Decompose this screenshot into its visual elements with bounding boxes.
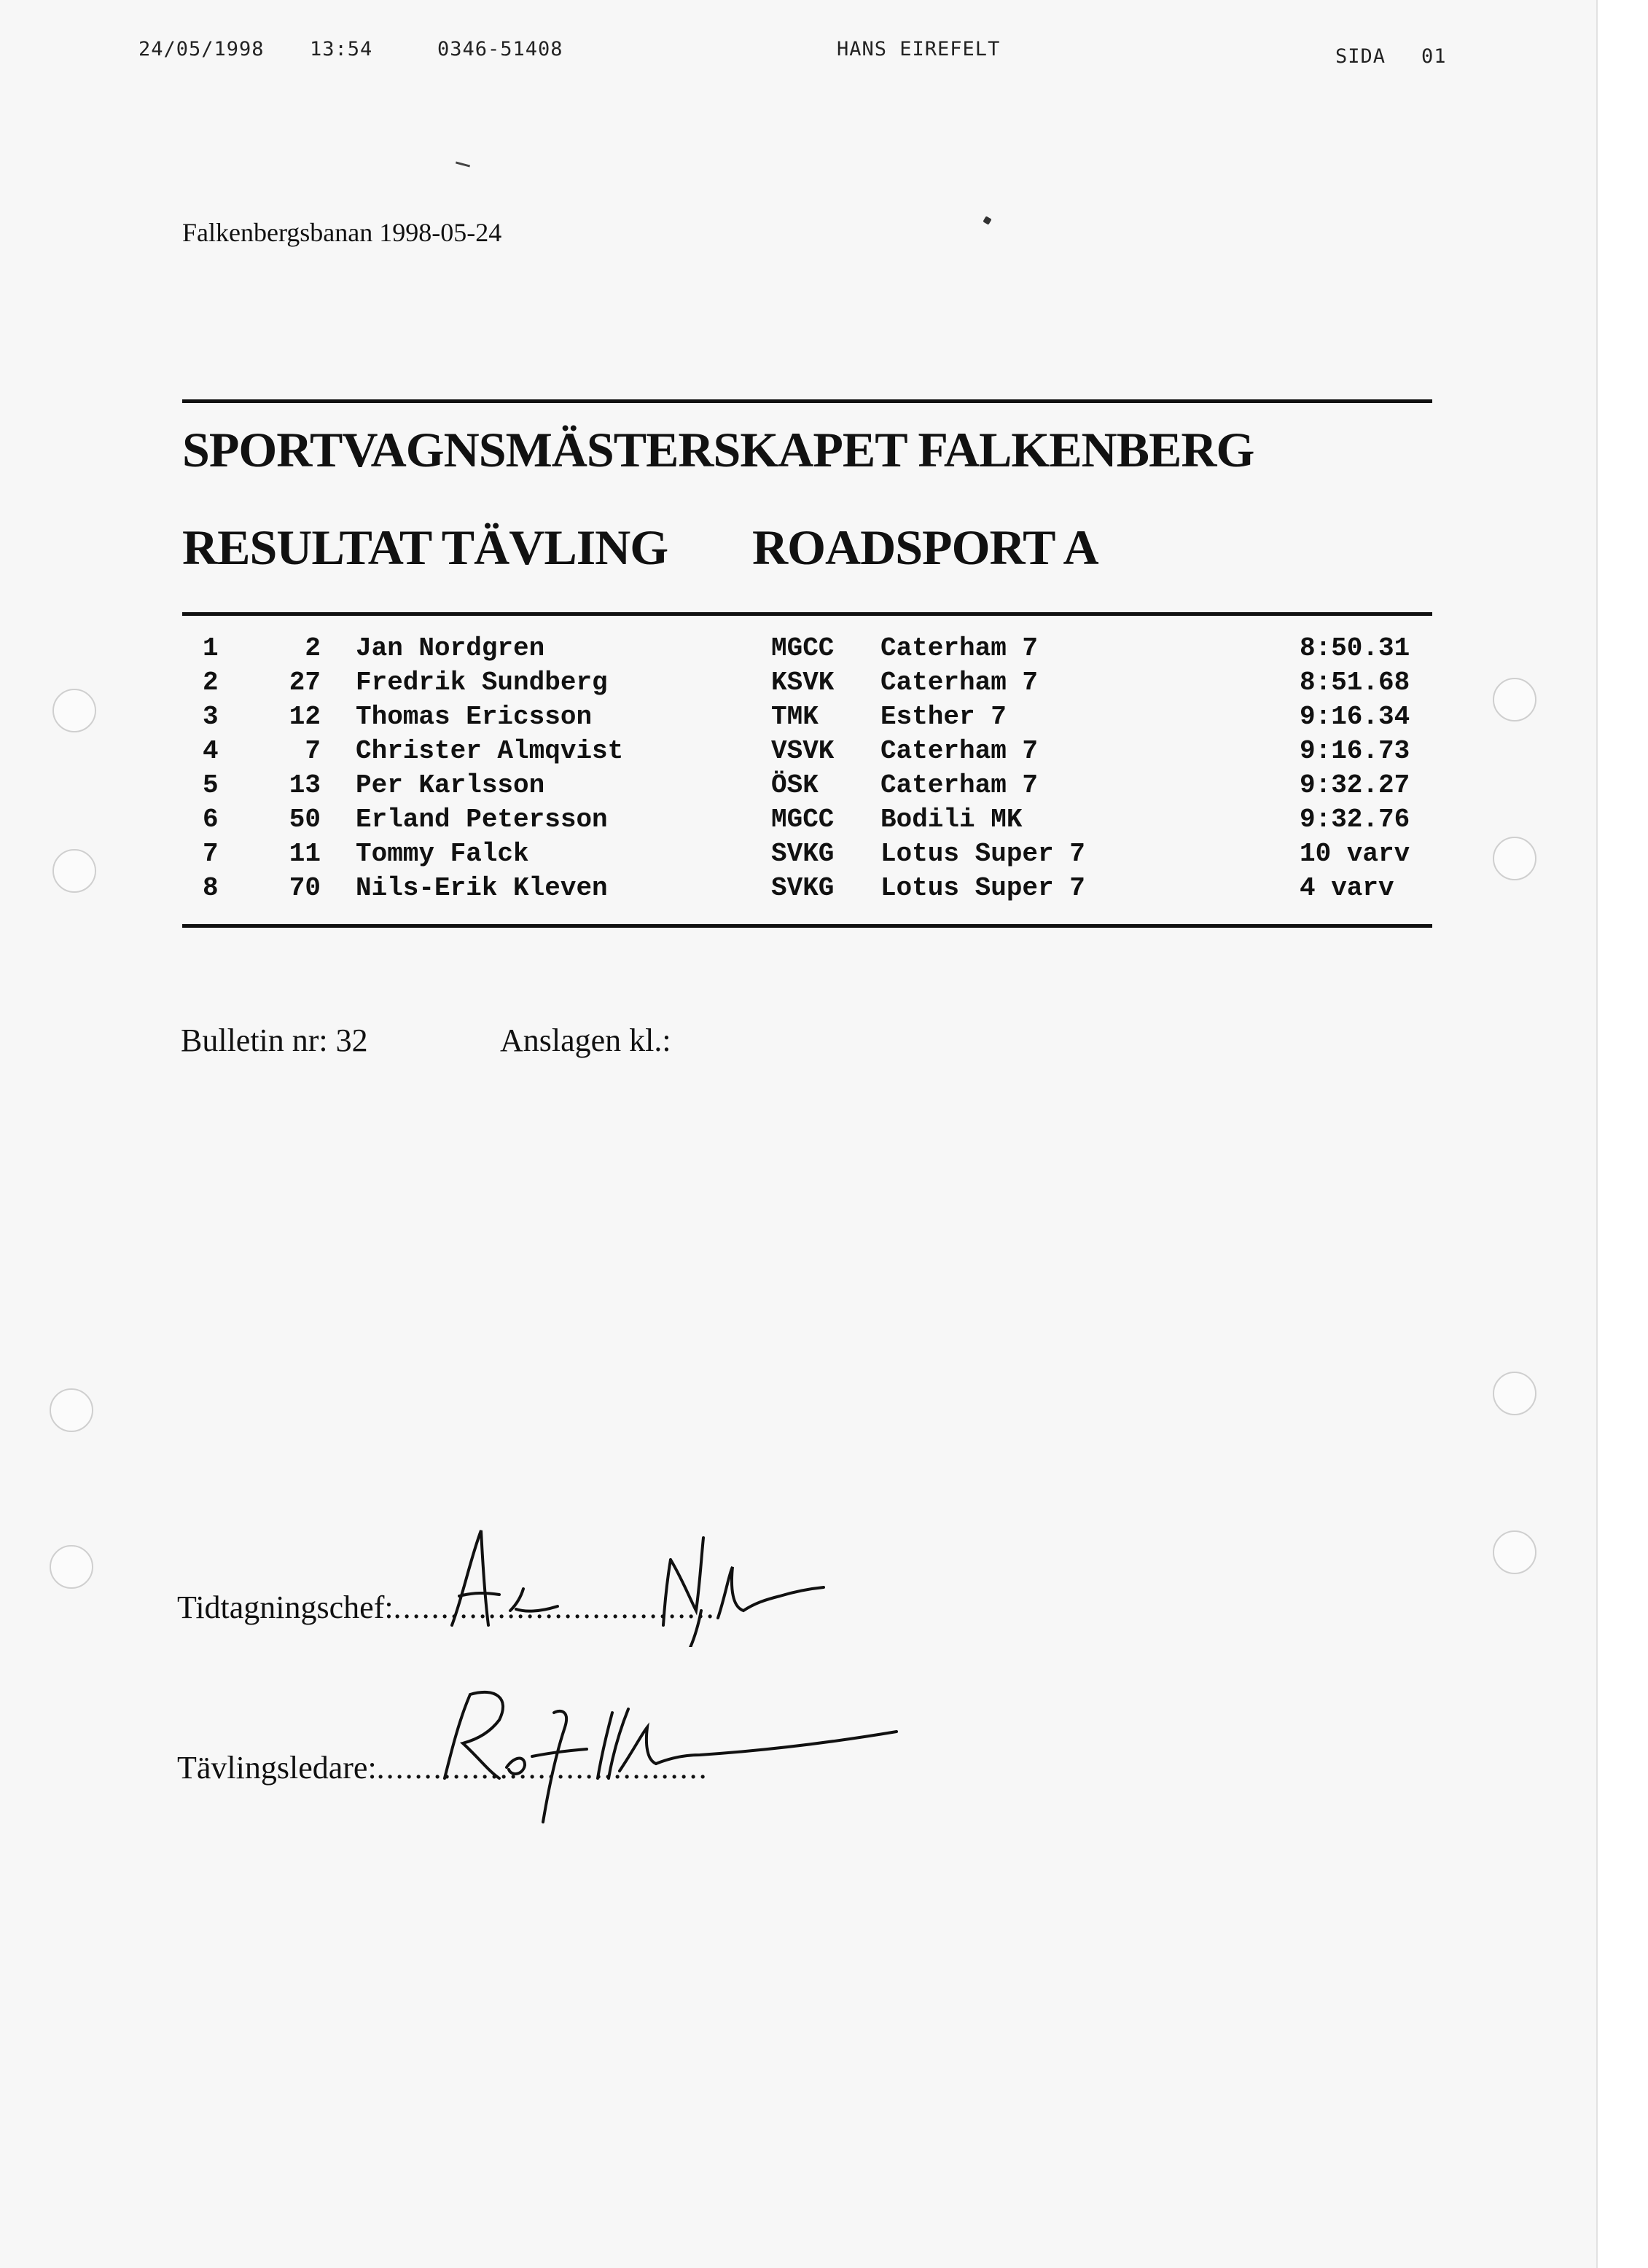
result-position: 4: [203, 736, 219, 766]
result-car: Caterham 7: [880, 736, 1039, 766]
result-time: 9:16.73: [1300, 736, 1410, 766]
result-car: Esther 7: [880, 702, 1007, 732]
race-director-signature: [415, 1676, 911, 1837]
result-club: VSVK: [771, 736, 835, 766]
result-row: [182, 871, 1432, 905]
result-driver: Christer Almqvist: [356, 736, 624, 766]
result-club: ÖSK: [771, 770, 819, 800]
result-car-number: 13: [289, 770, 321, 800]
result-car-number: 2: [305, 633, 321, 663]
scan-background-edge: [1596, 0, 1648, 2268]
result-position: 6: [203, 805, 219, 834]
timing-chief-signature: [430, 1516, 838, 1647]
result-time: 9:32.27: [1300, 770, 1410, 800]
punch-hole: [50, 1545, 93, 1589]
fax-number: 0346-51408: [437, 38, 563, 60]
result-time: 9:32.76: [1300, 805, 1410, 834]
result-club: SVKG: [771, 873, 835, 903]
punch-hole: [1493, 678, 1536, 722]
result-car-number: 7: [305, 736, 321, 766]
result-row: [182, 734, 1432, 768]
result-driver: Thomas Ericsson: [356, 702, 593, 732]
result-car-number: 27: [289, 668, 321, 697]
results-subtitle: RESULTAT TÄVLING: [182, 520, 668, 575]
race-director-line: Tävlingsledare:...................................: [177, 1750, 708, 1786]
result-car: Lotus Super 7: [880, 873, 1085, 903]
result-driver: Tommy Falck: [356, 839, 529, 869]
result-car: Caterham 7: [880, 770, 1039, 800]
result-position: 2: [203, 668, 219, 697]
result-row: [182, 631, 1432, 665]
result-time: 8:50.31: [1300, 633, 1410, 663]
result-row: [182, 700, 1432, 734]
fax-page-number: 01: [1421, 45, 1447, 68]
punch-hole: [1493, 1530, 1536, 1574]
result-car-number: 70: [289, 873, 321, 903]
timing-chief-label: Tidtagningschef:: [177, 1589, 394, 1625]
result-car-number: 12: [289, 702, 321, 732]
result-position: 7: [203, 839, 219, 869]
result-car: Bodili MK: [880, 805, 1023, 834]
results-heading: [182, 519, 1098, 576]
race-director-label: Tävlingsledare:: [177, 1750, 377, 1786]
class-name: ROADSPORT A: [752, 520, 1098, 575]
venue-date-line: Falkenbergsbanan 1998-05-24: [182, 218, 502, 247]
scan-speck: [983, 216, 991, 224]
result-driver: Jan Nordgren: [356, 633, 545, 663]
result-club: MGCC: [771, 633, 835, 663]
bulletin-number: Bulletin nr: 32: [181, 1022, 368, 1058]
result-club: TMK: [771, 702, 819, 732]
punch-hole: [52, 689, 96, 732]
result-time: 10 varv: [1300, 839, 1410, 869]
result-time: 8:51.68: [1300, 668, 1410, 697]
result-driver: Per Karlsson: [356, 770, 545, 800]
result-time: 9:16.34: [1300, 702, 1410, 732]
result-row: [182, 768, 1432, 802]
result-club: KSVK: [771, 668, 835, 697]
result-driver: Nils-Erik Kleven: [356, 873, 608, 903]
result-car-number: 50: [289, 805, 321, 834]
result-position: 3: [203, 702, 219, 732]
result-position: 5: [203, 770, 219, 800]
result-driver: Erland Petersson: [356, 805, 608, 834]
top-rule: [182, 399, 1432, 403]
table-bottom-rule: [182, 924, 1432, 928]
result-car-number: 11: [289, 839, 321, 869]
fax-page-label: SIDA: [1335, 45, 1386, 68]
punch-hole: [50, 1388, 93, 1432]
result-car: Caterham 7: [880, 633, 1039, 663]
result-club: MGCC: [771, 805, 835, 834]
punch-hole: [1493, 837, 1536, 880]
table-top-rule: [182, 612, 1432, 616]
result-row: [182, 665, 1432, 700]
result-club: SVKG: [771, 839, 835, 869]
posted-time-label: Anslagen kl.:: [500, 1022, 671, 1058]
page-title: SPORTVAGNSMÄSTERSKAPET FALKENBERG: [182, 422, 1254, 477]
result-position: 8: [203, 873, 219, 903]
scan-speck: [456, 161, 470, 167]
result-car: Caterham 7: [880, 668, 1039, 697]
punch-hole: [52, 849, 96, 893]
fax-date: 24/05/1998: [138, 38, 265, 60]
fax-sender: HANS EIREFELT: [837, 38, 1001, 60]
fax-time: 13:54: [310, 38, 373, 60]
result-position: 1: [203, 633, 219, 663]
result-car: Lotus Super 7: [880, 839, 1085, 869]
timing-chief-line: Tidtagningschef:..................................: [177, 1589, 716, 1625]
results-table: [182, 631, 1432, 905]
result-row: [182, 837, 1432, 871]
punch-hole: [1493, 1372, 1536, 1415]
result-time: 4 varv: [1300, 873, 1394, 903]
result-driver: Fredrik Sundberg: [356, 668, 608, 697]
result-row: [182, 802, 1432, 837]
